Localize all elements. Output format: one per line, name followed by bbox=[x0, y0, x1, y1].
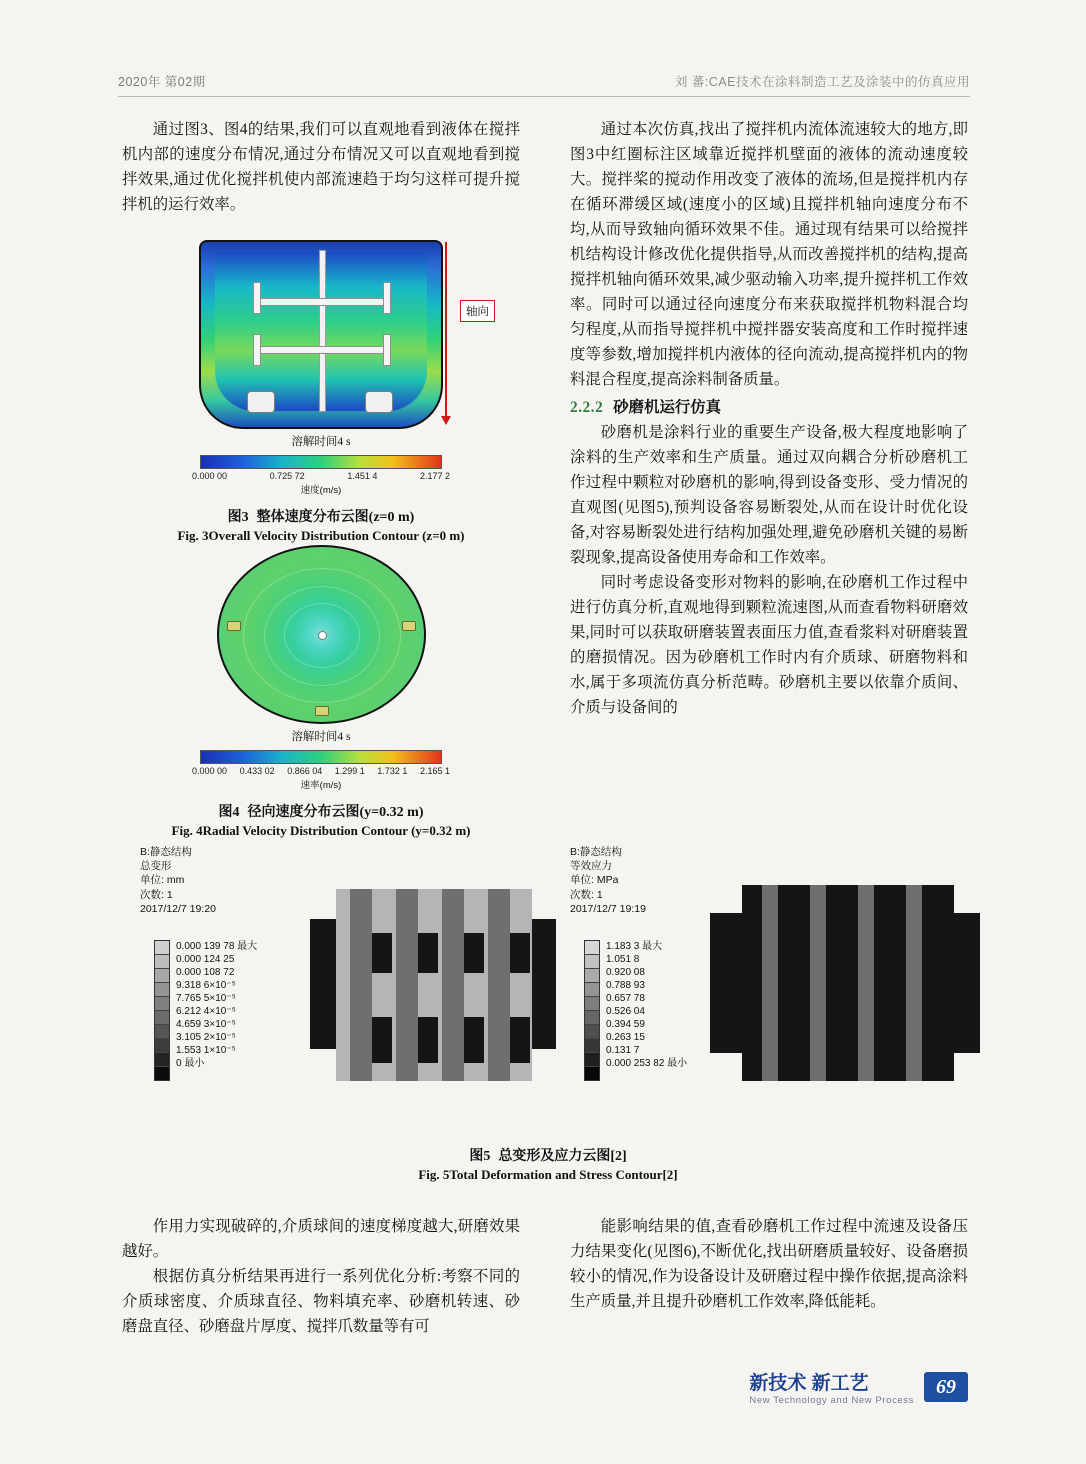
baffle-detail bbox=[402, 621, 416, 631]
legend-value: 6.212 4×10⁻⁵ bbox=[176, 1006, 236, 1017]
journal-brand-en: New Technology and New Process bbox=[749, 1395, 914, 1406]
figure-4 bbox=[122, 545, 520, 839]
colorbar-tick: 2.165 1 bbox=[419, 766, 450, 776]
legend-value: 3.105 2×10⁻⁵ bbox=[176, 1032, 236, 1043]
axis-annotation-label: 轴向 bbox=[460, 300, 495, 322]
legend-values bbox=[176, 940, 257, 1081]
meta-line: 单位: mm bbox=[140, 874, 185, 887]
figure-4-caption-en-text: Radial Velocity Distribution Contour (y=0.32 m) bbox=[202, 823, 471, 838]
impeller-shaft bbox=[319, 250, 326, 412]
legend-value: 1.183 3 最大 bbox=[606, 941, 663, 952]
legend-value: 0.131 7 bbox=[606, 1045, 640, 1056]
baffle-detail bbox=[227, 621, 241, 631]
colorbar-tick: 0.433 02 bbox=[239, 766, 275, 776]
legend-value: 7.765 5×10⁻⁵ bbox=[176, 993, 236, 1004]
figure-3-colorbar-ticks bbox=[192, 471, 450, 481]
figure-5-left-panel bbox=[140, 845, 560, 1069]
paragraph: 砂磨机是涂料行业的重要生产设备,极大程度地影响了涂料的生产效率和生产质量。通过双向耦合分析砂磨机工作过程中颗粒对砂磨机的影响,得到设备变形、受力情况的直观图(见图5),预判设备容易断裂处,从而在设计时优化设备,对容易断裂处进行结构加强处理,避免砂磨机关键的易断裂现象,提高设备使用寿命和工作效率。 bbox=[570, 424, 968, 567]
header-article-title: 刘 蕃:CAE技术在涂料制造工艺及涂装中的仿真应用 bbox=[674, 75, 970, 89]
legend-value: 1.553 1×10⁻⁵ bbox=[176, 1045, 236, 1056]
meta-line: 2017/12/7 19:19 bbox=[570, 902, 646, 915]
colorbar-tick: 2.177 2 bbox=[419, 471, 450, 481]
meta-line: 总变形 bbox=[140, 860, 172, 873]
legend-value: 0.526 04 bbox=[606, 1006, 645, 1017]
meta-line: 次数: 1 bbox=[570, 888, 603, 901]
figure-5-label-cn: 图5 bbox=[469, 1149, 491, 1164]
legend-values bbox=[606, 940, 687, 1081]
colorbar-tick: 1.732 1 bbox=[377, 766, 408, 776]
impeller-blade-vertical bbox=[253, 334, 261, 366]
bottom-detail bbox=[247, 391, 275, 413]
baffle-detail bbox=[315, 706, 329, 716]
meta-line: 次数: 1 bbox=[140, 888, 173, 901]
paragraph: 作用力实现破碎的,介质球间的速度梯度越大,研磨效果越好。 bbox=[122, 1218, 520, 1260]
figure-3-time-label: 溶解时间4 s bbox=[291, 436, 351, 448]
section-number: 2.2.2 bbox=[570, 399, 604, 417]
impeller-blade-vertical bbox=[253, 282, 261, 314]
legend-value: 0.263 15 bbox=[606, 1032, 645, 1043]
legend-value: 4.659 3×10⁻⁵ bbox=[176, 1019, 236, 1030]
figure-3-label-en: Fig. 3 bbox=[177, 528, 209, 543]
paragraph: 同时考虑设备变形对物料的影响,在砂磨机工作过程中进行仿真分析,直观地得到颗粒流速图,从而查看物料研磨效果,同时可以获取研磨装置表面压力值,查看浆料对研磨装置的磨损情况。因为砂磨机工作时内有介质球、研磨物料和水,属于多项流仿真分析范畴。砂磨机主要以依靠介质间、介质与设备间的 bbox=[570, 574, 968, 716]
figure-3-caption-en bbox=[122, 528, 520, 544]
figure-5-right-panel bbox=[570, 845, 980, 1069]
colorbar-tick: 0.000 00 bbox=[192, 471, 228, 481]
figure-3-caption-cn bbox=[122, 506, 520, 526]
contour-ring bbox=[284, 603, 360, 668]
figure-4-image bbox=[217, 545, 426, 724]
figure-5-caption-en-text: Total Deformation and Stress Contour[2] bbox=[449, 1167, 678, 1182]
figure-5-caption-en bbox=[122, 1167, 974, 1183]
bottom-left-text bbox=[122, 1215, 520, 1340]
figure-5-captions bbox=[122, 1145, 974, 1183]
running-header bbox=[118, 72, 970, 90]
legend-value: 9.318 6×10⁻⁵ bbox=[176, 980, 236, 991]
stress-contour-image bbox=[710, 867, 980, 1097]
colorbar-tick: 1.451 4 bbox=[347, 471, 378, 481]
legend-value: 0 最小 bbox=[176, 1058, 205, 1069]
axis-arrow bbox=[445, 242, 447, 417]
figure-4-colorbar-ticks bbox=[192, 766, 450, 776]
figure-3-image bbox=[199, 240, 489, 429]
figure-4-colorbar bbox=[200, 750, 442, 764]
figure-3-caption-en-text: Overall Velocity Distribution Contour (z=0 m) bbox=[208, 528, 465, 543]
section-title: 砂磨机运行仿真 bbox=[613, 399, 722, 417]
legend-value: 1.051 8 bbox=[606, 954, 640, 965]
meta-line: 等效应力 bbox=[570, 860, 612, 873]
figure-4-label-cn: 图4 bbox=[218, 805, 240, 820]
legend-value: 0.000 108 72 bbox=[176, 967, 235, 978]
impeller-blade bbox=[253, 298, 391, 306]
legend-colorbar bbox=[584, 940, 600, 1081]
legend-value: 0.920 08 bbox=[606, 967, 645, 978]
impeller-blade bbox=[253, 346, 391, 354]
header-issue: 2020年 第02期 bbox=[118, 75, 206, 89]
figure-3 bbox=[122, 240, 520, 544]
figure-4-caption-cn-text: 径向速度分布云图(y=0.32 m) bbox=[247, 805, 424, 820]
figure-5 bbox=[122, 845, 974, 1183]
legend-value: 0.657 78 bbox=[606, 993, 645, 1004]
meta-line: 单位: MPa bbox=[570, 874, 619, 887]
figure-3-colorbar bbox=[200, 455, 442, 469]
legend-colorbar bbox=[154, 940, 170, 1081]
section-heading bbox=[570, 396, 968, 421]
figure-4-caption-en bbox=[122, 823, 520, 839]
legend-value: 0.000 124 25 bbox=[176, 954, 235, 965]
figure-5-caption-cn-text: 总变形及应力云图[2] bbox=[498, 1149, 627, 1164]
paragraph: 通过图3、图4的结果,我们可以直观地看到液体在搅拌机内部的速度分布情况,通过分布情况又可以直观地看到搅拌效果,通过优化搅拌机使内部流速趋于均匀这样可提升搅拌机的运行效率。 bbox=[122, 121, 520, 213]
figure-5-right-legend bbox=[584, 940, 687, 1081]
figure-3-colorbar-title: 速度(m/s) bbox=[300, 485, 342, 496]
impeller-blade-vertical bbox=[383, 334, 391, 366]
figure-5-left-legend bbox=[154, 940, 257, 1081]
figure-4-time-label: 溶解时间4 s bbox=[291, 731, 351, 743]
figure-4-label-en: Fig. 4 bbox=[171, 823, 203, 838]
deformation-contour-image bbox=[310, 867, 560, 1097]
legend-value: 0.000 253 82 最小 bbox=[606, 1058, 688, 1069]
left-column-text bbox=[122, 118, 520, 218]
legend-value: 0.394 59 bbox=[606, 1019, 645, 1030]
paragraph: 通过本次仿真,找出了搅拌机内流体流速较大的地方,即图3中红圈标注区域靠近搅拌机壁面的液体的流动速度较大。搅拌桨的搅动作用改变了液体的流场,但是搅拌机内存在循环滞缓区域(速度小的区域)且搅拌机轴向速度分布不均,从而导致轴向循环效果不佳。通过现有结果可以给搅拌机结构设计修改优化提供指导,从而改善搅拌机的结构,提高搅拌机轴向循环效果,减少驱动输入功率,提升搅拌机工作效率。同时可以通过径向速度分布来获取搅拌机物料混合均匀程度,从而指导搅拌机中搅拌器安装高度和工作时搅拌速度等参数,增加搅拌机内液体的径向流动,提高搅拌机内的物料混合程度,提高涂料制备质量。 bbox=[570, 121, 968, 388]
figure-5-label-en: Fig. 5 bbox=[418, 1167, 450, 1182]
figure-3-caption-cn-text: 整体速度分布云图(z=0 m) bbox=[256, 510, 415, 525]
footer bbox=[749, 1368, 968, 1406]
figure-4-colorbar-title: 速率(m/s) bbox=[300, 780, 342, 791]
paragraph: 能影响结果的值,查看砂磨机工作过程中流速及设备压力结果变化(见图6),不断优化,找出研磨质量较好、设备磨损较小的情况,作为设备设计及研磨过程中操作依据,提高涂料生产质量,并且提升砂磨机工作效率,降低能耗。 bbox=[570, 1218, 968, 1310]
colorbar-tick: 0.000 00 bbox=[192, 766, 228, 776]
colorbar-tick: 0.725 72 bbox=[269, 471, 305, 481]
figure-5-caption-cn bbox=[122, 1145, 974, 1165]
bottom-detail bbox=[365, 391, 393, 413]
impeller-blade-vertical bbox=[383, 282, 391, 314]
figure-3-label-cn: 图3 bbox=[227, 510, 249, 525]
meta-line: 2017/12/7 19:20 bbox=[140, 902, 216, 915]
colorbar-tick: 1.299 1 bbox=[334, 766, 365, 776]
meta-line: B:静态结构 bbox=[570, 846, 622, 858]
right-column-text bbox=[570, 118, 968, 721]
paragraph: 根据仿真分析结果再进行一系列优化分析:考察不同的介质球密度、介质球直径、物料填充率、砂磨机转速、砂磨盘直径、砂磨盘片厚度、搅拌爪数量等有可 bbox=[122, 1267, 520, 1335]
meta-line: B:静态结构 bbox=[140, 846, 192, 858]
page-number: 69 bbox=[924, 1372, 968, 1402]
legend-value: 0.000 139 78 最大 bbox=[176, 941, 258, 952]
header-divider bbox=[118, 96, 970, 97]
figure-4-caption-cn bbox=[122, 801, 520, 821]
bottom-right-text bbox=[570, 1215, 968, 1315]
journal-brand-cn: 新技术 新工艺 bbox=[749, 1373, 869, 1394]
colorbar-tick: 0.866 04 bbox=[287, 766, 323, 776]
legend-value: 0.788 93 bbox=[606, 980, 645, 991]
